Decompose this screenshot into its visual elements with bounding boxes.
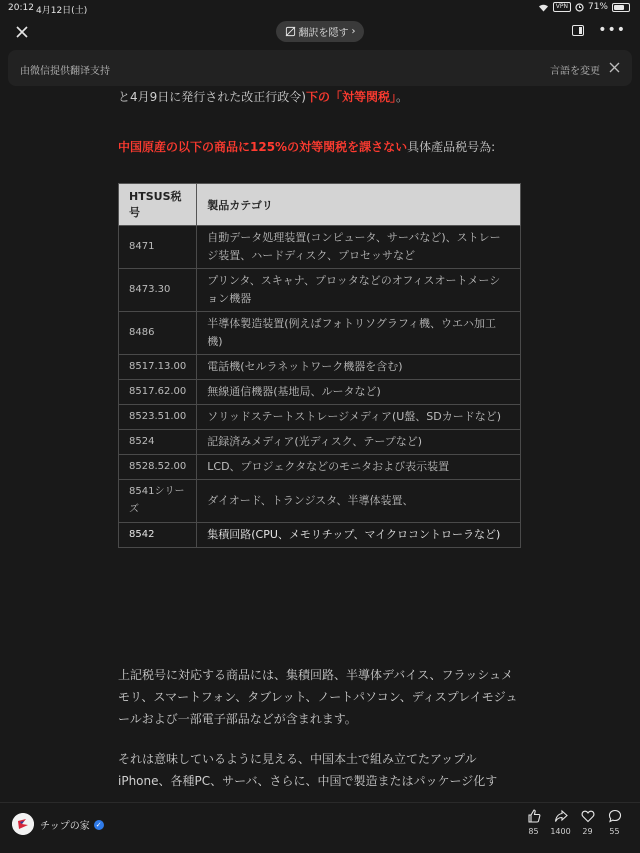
status-bar	[0, 0, 640, 16]
translate-off-icon	[285, 26, 296, 37]
status-right	[538, 2, 630, 12]
paragraph: それは意味しているように見える、中国本土で組み立てたアップルiPhone、各種PC、サーバ、さらに、中国で製造またはパッケージ化す	[118, 752, 498, 788]
avatar[interactable]	[12, 813, 34, 835]
product-category: 半導体製造装置(例えばフォトリソグラフィ機、ウエハ加工機)	[197, 312, 521, 355]
table-row	[119, 523, 521, 548]
battery-percent: 71%	[587, 2, 608, 12]
product-category: 電話機(セルラネットワーク機器を含む)	[197, 355, 521, 380]
column-header-category: 製品カテゴリ	[197, 184, 521, 226]
table-header-row	[119, 184, 521, 226]
table-row	[119, 480, 521, 523]
translation-banner	[8, 50, 632, 86]
exemption-suffix: 具体產品税号為:	[407, 140, 496, 154]
article-footer	[0, 802, 640, 853]
wifi-icon	[538, 3, 549, 12]
top-bar-actions	[572, 24, 626, 36]
table-row	[119, 312, 521, 355]
hts-code: 8486	[119, 312, 197, 355]
footer-actions	[520, 809, 628, 836]
hts-code: 8523.51.00	[119, 405, 197, 430]
lead-line	[118, 88, 408, 105]
sidebar-icon[interactable]	[572, 25, 584, 36]
product-category: プリンタ、スキャナ、プロッタなどのオフィスオートメーション機器	[197, 269, 521, 312]
battery-icon	[612, 3, 630, 12]
alarm-icon	[575, 3, 584, 12]
table-row	[119, 430, 521, 455]
author-name-row[interactable]	[40, 817, 104, 832]
comment-count: 55	[609, 827, 620, 836]
lead-highlight: 下の「対等関税」	[305, 90, 396, 104]
hts-code: 8524	[119, 430, 197, 455]
hts-code: 8473.30	[119, 269, 197, 312]
status-time: 20:12	[8, 3, 34, 13]
product-category: 記録済みメディア(光ディスク、テープなど)	[197, 430, 521, 455]
article-body	[0, 86, 640, 802]
product-category: 自動データ処理装置(コンピュータ、サーバなど)、ストレージ装置、ハードディスク、プロセッサなど	[197, 226, 521, 269]
close-icon[interactable]	[609, 58, 620, 77]
table-row	[119, 405, 521, 430]
paragraph: 上記税号に対応する商品には、集積回路、半導体デバイス、フラッシュメモリ、スマートフォン、タブレット、ノートパソコン、ディスプレイモジュールおよび一部電子部品などが含まれます。	[118, 668, 518, 726]
hide-translation-button[interactable]	[276, 21, 364, 42]
product-category: LCD、プロジェクタなどのモニタおよび表示装置	[197, 455, 521, 480]
table-row	[119, 355, 521, 380]
share-icon	[554, 809, 568, 823]
change-language-link[interactable]: 言語を変更	[550, 66, 600, 77]
share-count: 1400	[550, 827, 571, 836]
product-category: ソリッドステートストレージメディア(U盤、SDカードなど)	[197, 405, 521, 430]
close-icon[interactable]	[12, 22, 32, 42]
translation-provider: 由微信提供翻译支持	[20, 66, 110, 77]
hts-code: 8528.52.00	[119, 455, 197, 480]
author-name: チップの家	[40, 821, 90, 832]
hts-code: 8541シリーズ	[119, 480, 197, 523]
like-count: 85	[528, 827, 539, 836]
column-header-code: HTSUS税号	[119, 184, 197, 226]
product-category: ダイオード、トランジスタ、半導体装置、	[197, 480, 521, 523]
hide-translation-label: 翻訳を隠す	[298, 28, 349, 39]
vpn-badge: VPN	[553, 2, 571, 12]
table-row	[119, 455, 521, 480]
heart-icon	[581, 809, 595, 823]
comment-button[interactable]	[601, 809, 628, 836]
status-date: 4月12日(土)	[36, 6, 88, 16]
hts-code: 8517.62.00	[119, 380, 197, 405]
product-category: 集積回路(CPU、メモリチップ、マイクロコントローラなど)	[197, 523, 521, 548]
share-button[interactable]	[547, 809, 574, 836]
favorite-count: 29	[582, 827, 593, 836]
like-button[interactable]	[520, 809, 547, 836]
table-row	[119, 269, 521, 312]
tariff-table	[118, 183, 521, 548]
hts-code: 8542	[119, 523, 197, 548]
exemption-line	[118, 138, 495, 155]
thumbs-up-icon	[527, 809, 541, 823]
lead-suffix: 。	[395, 90, 408, 104]
top-bar	[0, 16, 640, 48]
table-row	[119, 380, 521, 405]
chevron-right-icon: ›	[351, 26, 356, 37]
lead-prefix: と4月9日に発行された改正行政令)	[118, 90, 306, 104]
more-icon[interactable]: •••	[598, 22, 626, 38]
hts-code: 8471	[119, 226, 197, 269]
hts-code: 8517.13.00	[119, 355, 197, 380]
comment-icon	[608, 809, 622, 823]
favorite-button[interactable]	[574, 809, 601, 836]
exemption-highlight: 中国原産の以下の商品に125%の対等関税を課さない	[118, 140, 408, 154]
verified-icon: ✓	[94, 820, 104, 830]
table-row	[119, 226, 521, 269]
product-category: 無線通信機器(基地局、ルータなど)	[197, 380, 521, 405]
